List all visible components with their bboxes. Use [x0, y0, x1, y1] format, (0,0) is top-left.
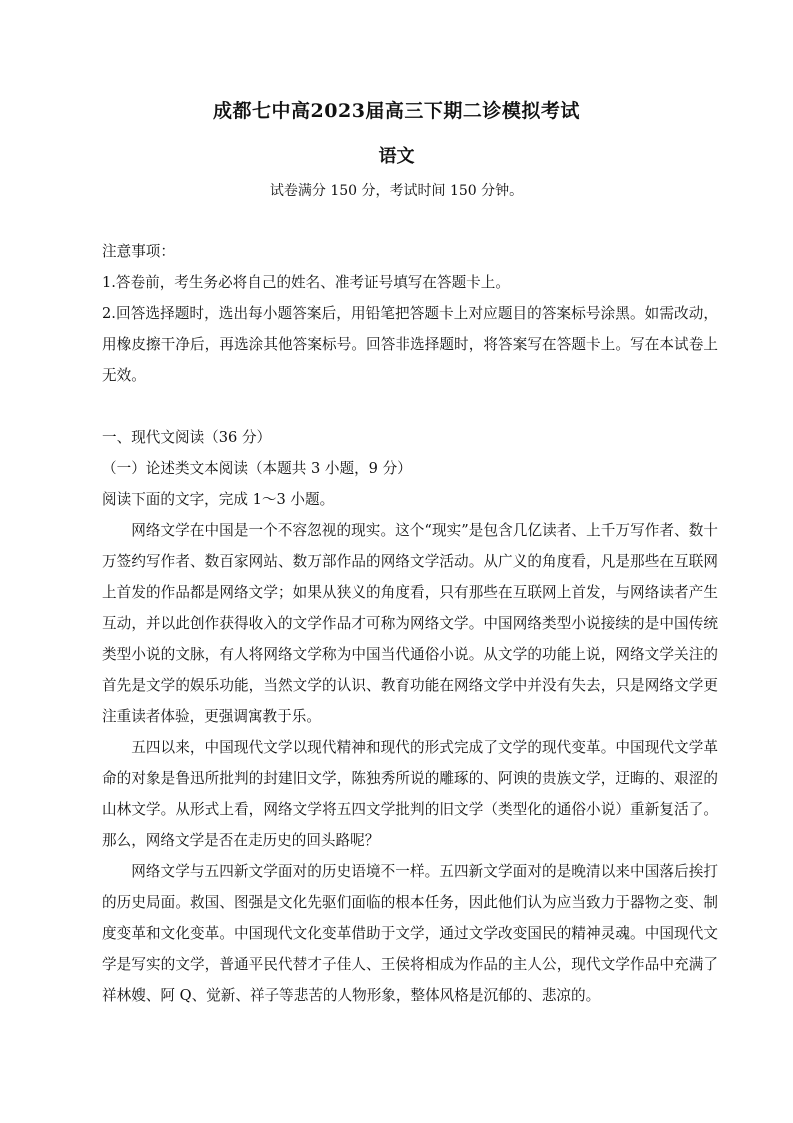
section-heading: 一、现代文阅读（36 分） — [102, 429, 272, 446]
notes-item-1: 1.答卷前，考生务必将自己的姓名、准考证号填写在答题卡上。 — [102, 274, 510, 291]
notes-heading: 注意事项： — [102, 243, 175, 260]
section-instruction: 阅读下面的文字，完成 1～3 小题。 — [102, 491, 335, 508]
passage-paragraph-1: 网络文学在中国是一个不容忽视的现实。这个“现实”是包含几亿读者、上千万写作者、数十万签约写作者、数百家网站、数万部作品的网络文学活动。从广义的角度看，凡是那些在互联网上首发的作品都是网络文学；如果从狭义的角度看，只有那些在互联网上首发，与网络读者产生互动，并以此创作获得收入的文学作品才可称为网络文学。中国网络类型小说接续的是中国传统类型小说的文脉，有人将网络文学称为中国当代通俗小说。从文学的功能上说，网络文学关注的首先是文学的娱乐功能，当然文学的认识、教育功能在网络文学中并没有失去，只是网络文学更注重读者体验，更强调寓教于乐。 — [102, 522, 718, 725]
exam-info: 试卷满分 150 分，考试时间 150 分钟。 — [269, 183, 524, 199]
passage-paragraph-2: 五四以来，中国现代文学以现代精神和现代的形式完成了文学的现代变革。中国现代文学革命的对象是鲁迅所批判的封建旧文学，陈独秀所说的雕琢的、阿谀的贵族文学，迂晦的、艰涩的山林文学。从形式上看，网络文学将五四文学批判的旧文学（类型化的通俗小说）重新复活了。那么，网络文学是否在走历史的回头路呢？ — [102, 739, 718, 849]
exam-title: 成都七中高2023届高三下期二诊模拟考试 — [213, 100, 580, 122]
exam-content — [102, 236, 718, 1011]
section-subheading: （一）论述类文本阅读（本题共 3 小题，9 分） — [102, 460, 412, 477]
exam-subject: 语文 — [378, 146, 415, 167]
notes-item-2: 2.回答选择题时，选出每小题答案后，用铅笔把答题卡上对应题目的答案标号涂黑。如需改动，用橡皮擦干净后，再选涂其他答案标号。回答非选择题时，将答案写在答题卡上。写在本试卷上无效。 — [102, 305, 718, 384]
spacer — [102, 391, 718, 422]
passage-paragraph-3: 网络文学与五四新文学面对的历史语境不一样。五四新文学面对的是晚清以来中国落后挨打的历史局面。救国、图强是文化先驱们面临的根本任务，因此他们认为应当致力于器物之变、制度变革和文化变革。中国现代文化变革借助于文学，通过文学改变国民的精神灵魂。中国现代文学是写实的文学，普通平民代替才子佳人、王侯将相成为作品的主人公，现代文学作品中充满了祥林嫂、阿 Q、觉新、祥子等悲苦的人物形象，整体风格是沉郁的、悲凉的。 — [102, 863, 718, 1004]
